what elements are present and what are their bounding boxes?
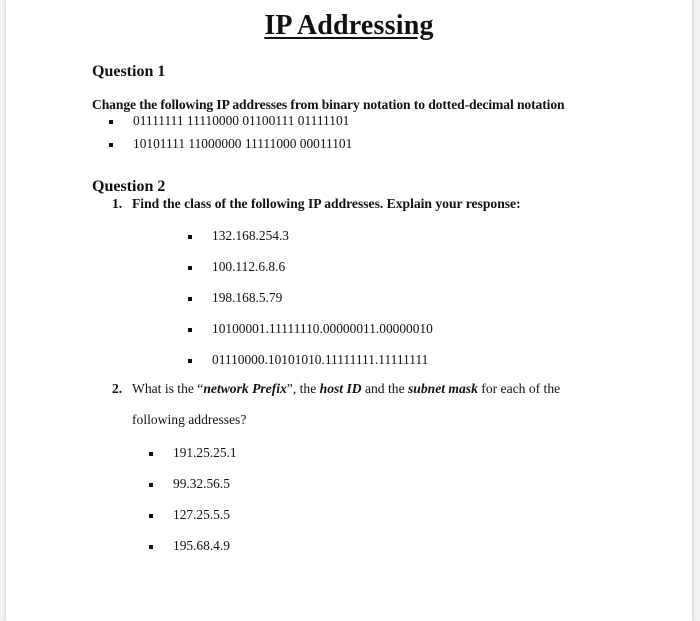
bullet-marker (188, 359, 192, 363)
bullet-marker (188, 328, 192, 332)
bullet-marker (109, 143, 113, 147)
network-prefix-term: network Prefix (203, 381, 287, 396)
q2-ip-address-5: 01110000.10101010.11111111.11111111 (212, 352, 429, 367)
question-1-instruction: Change the following IP addresses from binary notation to dotted-decimal notation (92, 97, 565, 112)
page-title: IP Addressing (264, 10, 434, 41)
q2-part-2-text-c: and the (361, 381, 409, 396)
q1-binary-address-1: 01111111 11110000 01100111 01111101 (133, 113, 350, 128)
bullet-marker (149, 514, 153, 518)
q2-part-1-number: 1. (112, 196, 123, 211)
q2-ip-address-3: 198.168.5.79 (212, 290, 283, 305)
bullet-marker (149, 545, 153, 549)
q2-part-1-text: Find the class of the following IP addresses. Explain your response: (132, 196, 521, 211)
q2-part-2-address-2: 99.32.56.5 (173, 476, 230, 491)
bullet-marker (188, 297, 192, 301)
bullet-marker (109, 120, 113, 124)
q2-part-2-line-2: following addresses? (132, 412, 247, 427)
bullet-marker (188, 266, 192, 270)
q2-part-2-number: 2. (112, 381, 123, 396)
bullet-marker (149, 452, 153, 456)
subnet-mask-term: subnet mask (408, 381, 478, 396)
q2-part-2-address-1: 191.25.25.1 (173, 445, 237, 460)
host-id-term: host ID (319, 381, 362, 396)
bullet-marker (188, 235, 192, 239)
q2-part-1 (112, 196, 521, 212)
q2-part-2-text-d: for each of the (477, 381, 561, 396)
q2-part-2-text-a: What is the “ (132, 381, 204, 396)
question-2-heading: Question 2 (92, 178, 166, 195)
q2-ip-address-2: 100.112.6.8.6 (212, 259, 286, 274)
q1-binary-address-2: 10101111 11000000 11111000 00011101 (133, 136, 353, 151)
question-1-heading: Question 1 (92, 63, 166, 80)
q2-part-2-text-b: ”, the (286, 381, 320, 396)
document-page (6, 0, 692, 621)
q2-ip-address-4: 10100001.11111110.00000011.00000010 (212, 321, 433, 336)
q2-part-2-address-3: 127.25.5.5 (173, 507, 230, 522)
q2-ip-address-1: 132.168.254.3 (212, 228, 289, 243)
bullet-marker (149, 483, 153, 487)
q2-part-2-address-4: 195.68.4.9 (173, 538, 230, 553)
q2-part-2 (112, 381, 560, 397)
